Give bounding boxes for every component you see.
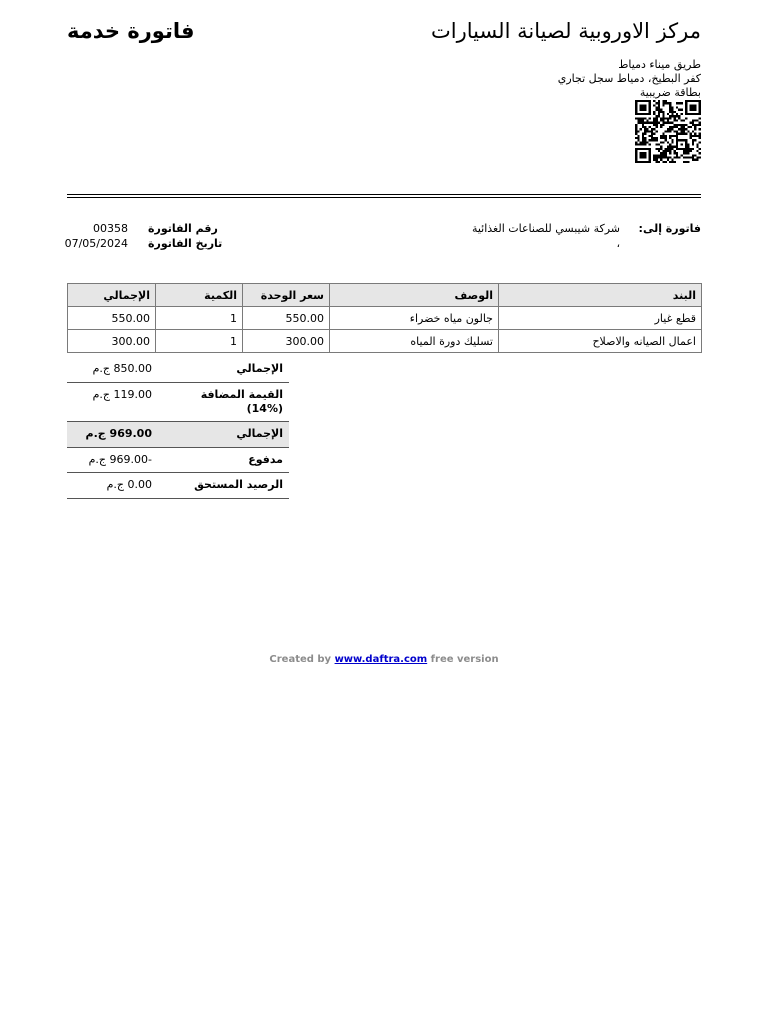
address-line: طريق ميناء دمياط [618, 58, 701, 71]
invoice-date-label: تاريخ الفاتورة [148, 237, 223, 250]
qr-code-icon [635, 100, 701, 163]
subtotal-row [67, 357, 289, 383]
invoice-number-label: رقم الفاتورة [148, 222, 218, 235]
qr-code [635, 100, 701, 163]
cell-description: تسليك دورة المياه [330, 330, 499, 353]
grand-total-row [67, 422, 289, 448]
balance-due-label: الرصيد المستحق [155, 473, 289, 499]
vat-row [67, 383, 289, 422]
totals-table [67, 357, 289, 499]
cell-unit-price: 550.00 [243, 307, 330, 330]
cell-quantity: 1 [156, 330, 243, 353]
table-row [68, 330, 702, 353]
invoice-date: 07/05/2024 [64, 237, 128, 250]
header-separator [67, 194, 701, 198]
invoice-number: 00358 [93, 222, 128, 235]
subtotal-label: الإجمالي [155, 357, 289, 383]
footer-prefix: Created by [269, 654, 332, 665]
cell-total: 300.00 [68, 330, 156, 353]
grand-total-value: 969.00 ج.م [67, 422, 155, 448]
paid-label: مدفوع [155, 448, 289, 473]
vat-value: 119.00 ج.م [67, 383, 155, 422]
column-header-total: الإجمالي [68, 284, 156, 307]
client-name: شركة شيبسي للصناعات الغذائية [471, 222, 620, 235]
column-header-item: البند [499, 284, 702, 307]
table-row [68, 307, 702, 330]
balance-due-row [67, 473, 289, 499]
company-name: مركز الاوروبية لصيانة السيارات [430, 19, 701, 43]
daftra-link[interactable]: www.daftra.com [334, 654, 428, 665]
grand-total-label: الإجمالي [155, 422, 289, 448]
column-header-quantity: الكمية [156, 284, 243, 307]
cell-item: قطع غيار [499, 307, 702, 330]
footer-credit [0, 653, 768, 667]
cell-quantity: 1 [156, 307, 243, 330]
footer-suffix: free version [430, 654, 499, 665]
subtotal-value: 850.00 ج.م [67, 357, 155, 383]
address-line: بطاقة ضريبية [639, 86, 701, 99]
items-table-header-row [68, 284, 702, 307]
cell-item: اعمال الصيانه والاصلاح [499, 330, 702, 353]
paid-row [67, 448, 289, 473]
cell-description: جالون مياه خضراء [330, 307, 499, 330]
cell-unit-price: 300.00 [243, 330, 330, 353]
paid-value: -969.00 ج.م [67, 448, 155, 473]
balance-due-value: 0.00 ج.م [67, 473, 155, 499]
invoice-type-title: فاتورة خدمة [67, 19, 195, 43]
items-table [67, 283, 702, 353]
cell-total: 550.00 [68, 307, 156, 330]
company-address [558, 58, 701, 100]
bill-to-label: فاتورة إلى: [638, 222, 701, 235]
vat-label: القيمة المضافة (%14) [155, 383, 289, 422]
column-header-unit-price: سعر الوحدة [243, 284, 330, 307]
client-address-line: ، [616, 237, 620, 250]
address-line: كفر البطيخ، دمياط سجل تجاري [557, 72, 701, 85]
column-header-description: الوصف [330, 284, 499, 307]
